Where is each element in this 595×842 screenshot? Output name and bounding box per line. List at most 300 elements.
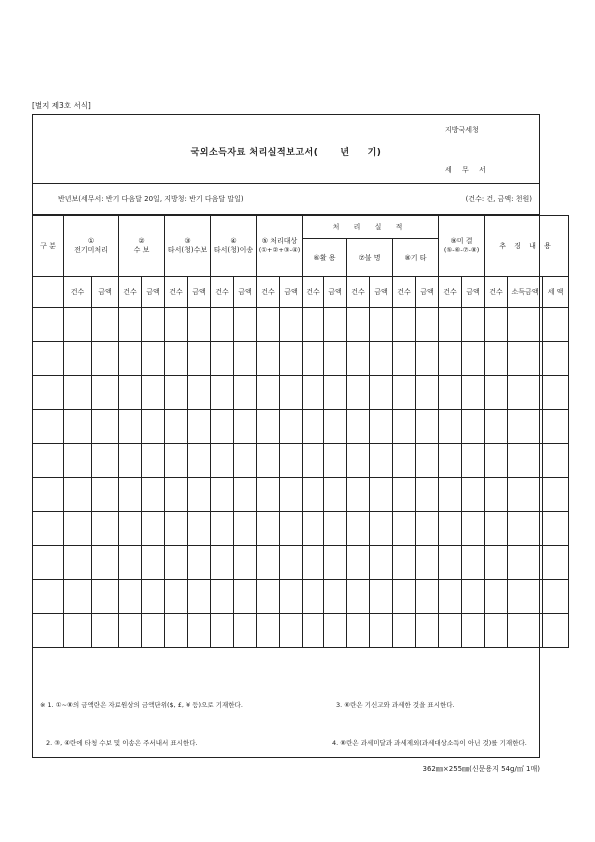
entry-cell[interactable] (439, 444, 462, 478)
category-header (33, 216, 64, 277)
entry-cell[interactable] (508, 308, 543, 342)
subheader-count: 건수 (303, 277, 324, 308)
entry-cell[interactable] (280, 342, 303, 376)
subheader-amount: 금액 (462, 277, 485, 308)
entry-cell[interactable] (416, 580, 439, 614)
entry-cell[interactable] (462, 308, 485, 342)
entry-cell[interactable] (370, 614, 393, 648)
col-other-received-label: 타서(청)수보 (167, 246, 208, 254)
entry-cell[interactable] (211, 580, 234, 614)
entry-cell[interactable] (211, 444, 234, 478)
entry-cell[interactable] (393, 376, 416, 410)
entry-cell[interactable] (439, 478, 462, 512)
subheader-row (33, 277, 569, 308)
entry-cell[interactable] (347, 410, 370, 444)
subheader-amount: 금액 (234, 277, 257, 308)
entry-cell[interactable] (462, 444, 485, 478)
entry-cell[interactable] (462, 410, 485, 444)
note-2: 2. ③, ④란에 타청 수보 및 이송은 주서내서 표시한다. (46, 739, 198, 747)
entry-cell[interactable] (462, 546, 485, 580)
entry-cell[interactable] (92, 308, 119, 342)
entry-cell[interactable] (165, 376, 188, 410)
entry-cell[interactable] (257, 376, 280, 410)
entry-cell[interactable] (234, 512, 257, 546)
entry-cell[interactable] (543, 478, 569, 512)
entry-cell[interactable] (303, 580, 324, 614)
col-received-num: ② (138, 237, 145, 245)
subheader-count: 건수 (119, 277, 142, 308)
subheader-blank (33, 277, 64, 308)
entry-cell[interactable] (119, 580, 142, 614)
entry-cell[interactable] (485, 342, 508, 376)
entry-cell[interactable] (324, 410, 347, 444)
entry-cell[interactable] (393, 478, 416, 512)
entry-cell[interactable] (416, 512, 439, 546)
entry-cell[interactable] (64, 478, 92, 512)
subheader-amount: 금액 (324, 277, 347, 308)
entry-cell[interactable] (543, 308, 569, 342)
entry-cell[interactable] (543, 376, 569, 410)
entry-cell[interactable] (234, 546, 257, 580)
entry-cell[interactable] (485, 308, 508, 342)
col-other-label: ⑧기 타 (404, 253, 427, 262)
entry-cell[interactable] (439, 342, 462, 376)
entry-cell[interactable] (92, 478, 119, 512)
entry-cell[interactable] (142, 512, 165, 546)
title-period: 기) (367, 148, 382, 158)
entry-cell[interactable] (347, 478, 370, 512)
entry-cell[interactable] (347, 444, 370, 478)
entry-cell[interactable] (119, 444, 142, 478)
district-office-label: 세 무 서 (445, 166, 490, 174)
entry-cell[interactable] (462, 512, 485, 546)
entry-cell[interactable] (188, 444, 211, 478)
entry-cell[interactable] (370, 546, 393, 580)
entry-cell[interactable] (64, 376, 92, 410)
unit-text: (건수: 건, 금액: 천원) (465, 195, 532, 203)
subheader-count: 건수 (485, 277, 508, 308)
entry-cell[interactable] (92, 444, 119, 478)
entry-cell[interactable] (439, 376, 462, 410)
entry-cell[interactable] (303, 444, 324, 478)
entry-cell[interactable] (370, 376, 393, 410)
entry-cell[interactable] (165, 342, 188, 376)
entry-cell[interactable] (165, 546, 188, 580)
entry-cell[interactable] (508, 444, 543, 478)
entry-cell[interactable] (119, 342, 142, 376)
entry-cell[interactable] (370, 478, 393, 512)
entry-cell[interactable] (165, 308, 188, 342)
entry-cell[interactable] (393, 308, 416, 342)
entry-cell[interactable] (211, 478, 234, 512)
entry-cell[interactable] (280, 512, 303, 546)
entry-cell[interactable] (257, 308, 280, 342)
col-untreated-num: ⑨미 결 (450, 237, 473, 245)
entry-cell[interactable] (188, 308, 211, 342)
entry-cell[interactable] (142, 546, 165, 580)
row-category-cell[interactable] (33, 410, 64, 444)
regional-office-label: 지방국세청 (445, 126, 479, 134)
subheader-count: 건수 (347, 277, 370, 308)
entry-cell[interactable] (416, 444, 439, 478)
entry-cell[interactable] (119, 376, 142, 410)
entry-cell[interactable] (165, 512, 188, 546)
entry-cell[interactable] (303, 308, 324, 342)
subheader-tax: 세 액 (543, 277, 569, 308)
entry-cell[interactable] (92, 614, 119, 648)
entry-cell[interactable] (92, 512, 119, 546)
entry-cell[interactable] (347, 512, 370, 546)
entry-cell[interactable] (462, 580, 485, 614)
entry-cell[interactable] (142, 580, 165, 614)
col-target-num: ⑤ 처리대상 (261, 237, 298, 245)
note-1: ※ 1. ①~⑧의 금액란은 자료원상의 금액단위($, £, ¥ 등)으로 기재한다. (40, 701, 243, 709)
entry-cell[interactable] (257, 410, 280, 444)
entry-cell[interactable] (257, 546, 280, 580)
entry-cell[interactable] (142, 444, 165, 478)
entry-cell[interactable] (485, 410, 508, 444)
entry-cell[interactable] (119, 546, 142, 580)
entry-cell[interactable] (462, 376, 485, 410)
entry-cell[interactable] (485, 580, 508, 614)
entry-cell[interactable] (303, 478, 324, 512)
row-category-cell[interactable] (33, 342, 64, 376)
entry-cell[interactable] (64, 410, 92, 444)
entry-cell[interactable] (142, 614, 165, 648)
subheader-amount: 금액 (142, 277, 165, 308)
entry-cell[interactable] (508, 376, 543, 410)
entry-cell[interactable] (543, 614, 569, 648)
entry-cell[interactable] (92, 580, 119, 614)
entry-cell[interactable] (142, 376, 165, 410)
table-row (33, 546, 569, 580)
entry-cell[interactable] (370, 410, 393, 444)
entry-cell[interactable] (165, 478, 188, 512)
table-row (33, 376, 569, 410)
subheader-count: 건수 (165, 277, 188, 308)
col-unknown-label: ⑦불 명 (358, 253, 381, 262)
entry-cell[interactable] (485, 376, 508, 410)
entry-cell[interactable] (211, 512, 234, 546)
entry-cell[interactable] (234, 308, 257, 342)
entry-cell[interactable] (508, 478, 543, 512)
entry-cell[interactable] (485, 478, 508, 512)
data-rows (33, 308, 569, 648)
title-year: 년 (340, 148, 350, 158)
entry-cell[interactable] (543, 410, 569, 444)
subheader-count: 건수 (393, 277, 416, 308)
entry-cell[interactable] (347, 546, 370, 580)
entry-cell[interactable] (439, 614, 462, 648)
entry-cell[interactable] (257, 512, 280, 546)
entry-cell[interactable] (508, 342, 543, 376)
entry-cell[interactable] (324, 444, 347, 478)
entry-cell[interactable] (370, 342, 393, 376)
subheader-count: 건수 (64, 277, 92, 308)
entry-cell[interactable] (370, 308, 393, 342)
entry-cell[interactable] (211, 376, 234, 410)
entry-cell[interactable] (543, 512, 569, 546)
entry-cell[interactable] (188, 376, 211, 410)
col-unknown (347, 239, 393, 277)
entry-cell[interactable] (485, 546, 508, 580)
subheader-amount: 금액 (370, 277, 393, 308)
entry-cell[interactable] (165, 444, 188, 478)
entry-cell[interactable] (303, 614, 324, 648)
category-header-label: 구 분 (40, 242, 56, 250)
entry-cell[interactable] (257, 342, 280, 376)
entry-cell[interactable] (280, 410, 303, 444)
title-section (32, 114, 540, 184)
entry-cell[interactable] (393, 444, 416, 478)
entry-cell[interactable] (393, 546, 416, 580)
entry-cell[interactable] (257, 614, 280, 648)
col-other (393, 239, 439, 277)
entry-cell[interactable] (508, 614, 543, 648)
col-transferred (211, 216, 257, 277)
entry-cell[interactable] (324, 342, 347, 376)
col-transferred-num: ④ (230, 237, 237, 245)
entry-cell[interactable] (119, 478, 142, 512)
entry-cell[interactable] (119, 512, 142, 546)
entry-cell[interactable] (234, 444, 257, 478)
title-main: 국외소득자료 처리실적보고서( (190, 148, 319, 158)
entry-cell[interactable] (280, 444, 303, 478)
entry-cell[interactable] (165, 580, 188, 614)
row-category-cell[interactable] (33, 478, 64, 512)
entry-cell[interactable] (188, 580, 211, 614)
entry-cell[interactable] (188, 342, 211, 376)
note-4: 4. ⑧란은 과세미달과 과세제외(과세대상소득이 아닌 것)를 기재한다. (332, 739, 527, 747)
entry-cell[interactable] (142, 308, 165, 342)
entry-cell[interactable] (508, 580, 543, 614)
table-row (33, 478, 569, 512)
table-row (33, 512, 569, 546)
entry-cell[interactable] (142, 478, 165, 512)
entry-cell[interactable] (508, 410, 543, 444)
entry-cell[interactable] (188, 410, 211, 444)
processing-group-header (303, 216, 439, 239)
entry-cell[interactable] (439, 546, 462, 580)
entry-cell[interactable] (416, 410, 439, 444)
entry-cell[interactable] (92, 546, 119, 580)
entry-cell[interactable] (543, 580, 569, 614)
entry-cell[interactable] (234, 376, 257, 410)
entry-cell[interactable] (347, 342, 370, 376)
entry-cell[interactable] (439, 308, 462, 342)
entry-cell[interactable] (462, 342, 485, 376)
entry-cell[interactable] (303, 546, 324, 580)
entry-cell[interactable] (324, 546, 347, 580)
processing-group-label: 처 리 실 적 (332, 223, 409, 231)
col-received (119, 216, 165, 277)
entry-cell[interactable] (142, 342, 165, 376)
entry-cell[interactable] (211, 342, 234, 376)
table-row (33, 342, 569, 376)
entry-cell[interactable] (188, 546, 211, 580)
entry-cell[interactable] (416, 478, 439, 512)
entry-cell[interactable] (324, 580, 347, 614)
entry-cell[interactable] (324, 478, 347, 512)
entry-cell[interactable] (64, 512, 92, 546)
subheader-amount: 금액 (188, 277, 211, 308)
entry-cell[interactable] (508, 546, 543, 580)
entry-cell[interactable] (119, 410, 142, 444)
table-row (33, 614, 569, 648)
entry-cell[interactable] (303, 376, 324, 410)
entry-cell[interactable] (257, 580, 280, 614)
entry-cell[interactable] (280, 614, 303, 648)
col-assessment (485, 216, 569, 277)
entry-cell[interactable] (211, 308, 234, 342)
table-row (33, 410, 569, 444)
row-category-cell[interactable] (33, 614, 64, 648)
notes-section (32, 690, 540, 758)
entry-cell[interactable] (92, 410, 119, 444)
entry-cell[interactable] (64, 580, 92, 614)
row-category-cell[interactable] (33, 376, 64, 410)
entry-cell[interactable] (347, 614, 370, 648)
entry-cell[interactable] (462, 478, 485, 512)
entry-cell[interactable] (188, 478, 211, 512)
col-target-formula: (①+②+③-④) (258, 246, 301, 254)
entry-cell[interactable] (119, 614, 142, 648)
entry-cell[interactable] (64, 546, 92, 580)
subheader-count: 건수 (257, 277, 280, 308)
col-use (303, 239, 347, 277)
entry-cell[interactable] (485, 512, 508, 546)
entry-cell[interactable] (211, 614, 234, 648)
form-label: [별지 제3호 서식] (32, 101, 91, 110)
entry-cell[interactable] (370, 512, 393, 546)
entry-cell[interactable] (370, 444, 393, 478)
entry-cell[interactable] (324, 614, 347, 648)
subheader-count: 건수 (211, 277, 234, 308)
entry-cell[interactable] (188, 512, 211, 546)
entry-cell[interactable] (257, 478, 280, 512)
subheader-amount: 금액 (280, 277, 303, 308)
entry-cell[interactable] (439, 512, 462, 546)
entry-cell[interactable] (462, 614, 485, 648)
col-carryover-num: ① (87, 237, 95, 245)
entry-cell[interactable] (508, 512, 543, 546)
entry-cell[interactable] (393, 580, 416, 614)
entry-cell[interactable] (416, 546, 439, 580)
entry-cell[interactable] (393, 614, 416, 648)
entry-cell[interactable] (64, 444, 92, 478)
row-category-cell[interactable] (33, 512, 64, 546)
entry-cell[interactable] (64, 308, 92, 342)
entry-cell[interactable] (416, 308, 439, 342)
entry-cell[interactable] (234, 410, 257, 444)
row-category-cell[interactable] (33, 444, 64, 478)
entry-cell[interactable] (234, 614, 257, 648)
col-assessment-label: 추 징 내 용 (499, 242, 554, 250)
entry-cell[interactable] (119, 308, 142, 342)
entry-cell[interactable] (393, 512, 416, 546)
row-category-cell[interactable] (33, 308, 64, 342)
entry-cell[interactable] (280, 580, 303, 614)
report-cycle-row (32, 184, 540, 215)
row-category-cell[interactable] (33, 546, 64, 580)
entry-cell[interactable] (347, 308, 370, 342)
entry-cell[interactable] (142, 410, 165, 444)
table-row (33, 308, 569, 342)
entry-cell[interactable] (92, 342, 119, 376)
entry-cell[interactable] (303, 410, 324, 444)
entry-cell[interactable] (280, 546, 303, 580)
entry-cell[interactable] (416, 614, 439, 648)
entry-cell[interactable] (347, 376, 370, 410)
col-other-received-num: ③ (184, 237, 191, 245)
entry-cell[interactable] (439, 410, 462, 444)
entry-cell[interactable] (439, 580, 462, 614)
col-carryover (64, 216, 119, 277)
entry-cell[interactable] (543, 444, 569, 478)
report-cycle-text: 반년보(세무서: 반기 다음달 20일, 지방청: 반기 다음달 말일) (58, 195, 244, 203)
entry-cell[interactable] (347, 580, 370, 614)
subheader-count: 건수 (439, 277, 462, 308)
entry-cell[interactable] (416, 342, 439, 376)
table-row (33, 580, 569, 614)
entry-cell[interactable] (543, 546, 569, 580)
entry-cell[interactable] (280, 308, 303, 342)
note-3: 3. ⑥란은 기신고와 과세한 것을 표시한다. (336, 701, 455, 709)
entry-cell[interactable] (211, 546, 234, 580)
col-target (257, 216, 303, 277)
entry-cell[interactable] (234, 478, 257, 512)
entry-cell[interactable] (165, 410, 188, 444)
entry-cell[interactable] (485, 444, 508, 478)
col-received-label: 수 보 (133, 246, 150, 254)
entry-cell[interactable] (64, 342, 92, 376)
col-untreated (439, 216, 485, 277)
col-carryover-label: 전기미처리 (74, 246, 108, 254)
entry-cell[interactable] (257, 444, 280, 478)
entry-cell[interactable] (370, 580, 393, 614)
entry-cell[interactable] (416, 376, 439, 410)
subheader-income-amount: 소득금액 (508, 277, 543, 308)
entry-cell[interactable] (280, 478, 303, 512)
table-row (33, 444, 569, 478)
subheader-amount: 금액 (416, 277, 439, 308)
entry-cell[interactable] (324, 512, 347, 546)
subheader-amount: 금액 (92, 277, 119, 308)
entry-cell[interactable] (393, 342, 416, 376)
row-category-cell[interactable] (33, 580, 64, 614)
col-use-label: ⑥활 용 (313, 253, 336, 262)
page-title (32, 145, 540, 158)
entry-cell[interactable] (485, 614, 508, 648)
entry-cell[interactable] (188, 614, 211, 648)
entry-cell[interactable] (280, 376, 303, 410)
entry-cell[interactable] (324, 376, 347, 410)
entry-cell[interactable] (543, 342, 569, 376)
paper-spec: 362㎜×255㎜(신문용지 54g/㎡ 1매) (422, 765, 540, 773)
entry-cell[interactable] (234, 342, 257, 376)
entry-cell[interactable] (165, 614, 188, 648)
entry-cell[interactable] (64, 614, 92, 648)
entry-cell[interactable] (393, 410, 416, 444)
entry-cell[interactable] (303, 512, 324, 546)
entry-cell[interactable] (92, 376, 119, 410)
col-untreated-formula: (⑤-⑥-⑦-⑧) (443, 246, 480, 254)
report-table (32, 215, 569, 648)
entry-cell[interactable] (324, 308, 347, 342)
entry-cell[interactable] (234, 580, 257, 614)
entry-cell[interactable] (211, 410, 234, 444)
entry-cell[interactable] (303, 342, 324, 376)
